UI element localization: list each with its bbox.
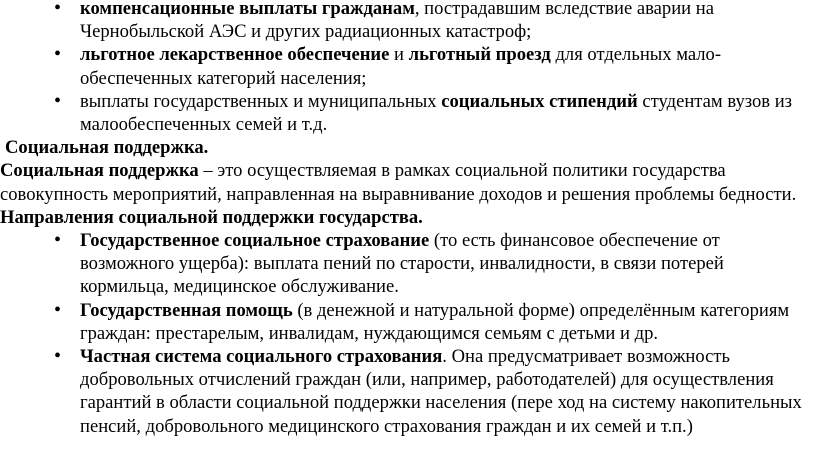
item-text: (в денежной и натуральной форме) определённым категориям граждан: престарелым, инвалидам, нуждающимся семьям с детьми и др.	[80, 299, 790, 344]
item-bold-text: социальных стипендий	[441, 90, 638, 112]
directions-list	[80, 229, 810, 438]
definition-term: Социальная поддержка	[0, 160, 199, 182]
item-text: студентам вузов из малообеспеченных семей и т.д.	[80, 90, 793, 136]
section-title	[5, 136, 816, 159]
list-item	[80, 299, 810, 345]
definition-text: – это осуществляемая в рамках социальной политики государства совокупность мероприятий, направленная на выравнивание доходов и решения проблемы бедности.	[0, 160, 797, 205]
list-item	[80, 0, 810, 43]
item-text: и	[389, 44, 409, 66]
directions-title	[0, 206, 816, 229]
item-bold-text: льготное лекарственное обеспечение	[80, 44, 390, 66]
item-bold-text: льготный проезд	[408, 44, 551, 66]
list-item	[80, 345, 810, 438]
definition-paragraph	[0, 159, 816, 205]
item-bold-text: Государственная помощь	[80, 299, 293, 321]
item-text: (то есть финансовое обеспечение от возможного ущерба): выплата пений по старости, инвалидности, в связи потерей кормильца, медицинское обслуживание.	[80, 230, 724, 298]
item-text: , пострадавшим вследствие аварии на Чернобыльской АЭС и других радиационных катастроф;	[80, 0, 714, 43]
section-title-text: Социальная поддержка.	[5, 137, 209, 159]
item-bold-text: Частная система социального страхования	[80, 346, 443, 368]
item-text: . Она предусматривает возможность добровольных отчислений граждан (или, например, работодателей) для осуществления гарантий в области социальной поддержки населения (пере ход на систему накопительных пенсий, добровольного медицинского страхования граждан и их семей и т.п.)	[80, 346, 802, 437]
list-item	[80, 90, 810, 136]
item-bold-text: компенсационные выплаты гражданам	[80, 0, 415, 19]
item-text: выплаты государственных и муниципальных	[80, 90, 442, 112]
item-text: для отдельных мало-обеспеченных категорий населения;	[80, 44, 722, 89]
item-bold-text: Государственное социальное страхование	[80, 230, 430, 252]
list-item	[80, 229, 810, 299]
benefits-list	[80, 0, 810, 136]
directions-title-text: Направления социальной поддержки государства.	[0, 206, 423, 228]
list-item	[80, 43, 810, 89]
